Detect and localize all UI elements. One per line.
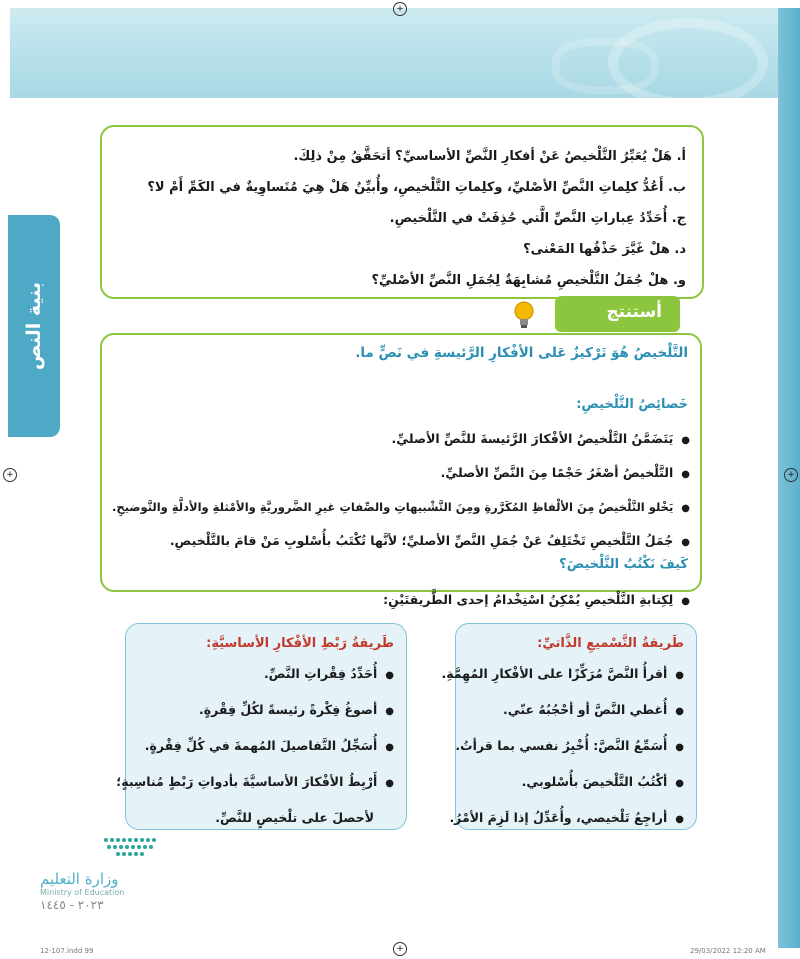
step-item xyxy=(456,729,684,765)
question-item: ج. أُحَدِّدُ عِباراتِ النَّصِّ الَّتي حُذِفَتْ في التَّلْخيصِ. xyxy=(389,211,686,226)
panel-title: طَريقةُ التَّسْميعِ الذَّاتيِّ: xyxy=(537,636,684,651)
summary-definition: التَّلْخيصُ هُوَ تَرْكيزٌ عَلى الأفْكارِ الرَّئيسةِ في نَصٍّ ما. xyxy=(355,345,688,361)
section-side-tab xyxy=(8,215,60,437)
bullet-icon: ● xyxy=(675,706,684,717)
panel-title: طَريقةُ رَبْطِ الأفْكارِ الأساسيَّةِ: xyxy=(206,636,394,651)
question-item: أ. هَلْ يُعَبِّرُ التَّلْخيصُ عَنْ أفكارِ النَّصِّ الأساسيِّ؟ أتحَقَّقُ مِنْ ذلِكَ. xyxy=(293,149,686,164)
self-recitation-panel xyxy=(441,623,697,830)
bullet-icon: ● xyxy=(681,596,690,607)
bullet-icon: ● xyxy=(385,778,394,789)
step-item xyxy=(441,657,684,693)
step-continuation xyxy=(126,801,394,835)
step-text: أقرأُ النَّصَّ مُرَكِّزًا على الأفْكارِ المُهِمَّةِ. xyxy=(441,666,668,681)
step-text: أُغطي النَّصَّ أو أحْجُبُهُ عنّي. xyxy=(503,702,668,717)
bullet-icon: ● xyxy=(675,670,684,681)
conclusion-box xyxy=(100,333,702,592)
print-slug-file: 12-107.indd 99 xyxy=(40,947,94,955)
methods-intro-text: لِكِتابةِ التَّلْخيصِ يُمْكِنُ اسْتِخْدامُ إحدى الطَّريقتَيْنِ: xyxy=(383,592,674,607)
feature-text: جُمَلُ التَّلْخيصِ تَخْتَلِفُ عَنْ جُمَلِ النَّصِّ الأصليِّ؛ لأنَّها تُكْتَبُ بأُسْلوبِ مَنْ قامَ بالتَّلْخيصِ. xyxy=(169,533,674,548)
questions-box xyxy=(100,125,704,299)
feature-text: التَّلْخيصُ أصْغَرُ حَجْمًا مِنَ النَّصِّ الأصليِّ. xyxy=(440,465,674,480)
bullet-icon: ● xyxy=(675,742,684,753)
bullet-icon: ● xyxy=(675,778,684,789)
feature-text: يَتَضَمَّنُ التَّلْخيصُ الأفْكارَ الرَّئيسةَ للنَّصِّ الأصليِّ. xyxy=(391,431,674,446)
feature-item xyxy=(100,423,690,457)
features-list xyxy=(100,423,690,559)
step-text: لأحصلَ على تلْخيصٍ للنَّصِّ. xyxy=(215,810,374,825)
step-item xyxy=(126,693,394,729)
step-text: أَرْبِطُ الأفْكارَ الأساسيَّةَ بأدواتِ رَبْطٍ مُناسِبةٍ؛ xyxy=(116,774,378,789)
bullet-icon: ● xyxy=(385,706,394,717)
ministry-name: وزارة التعليم xyxy=(40,870,119,888)
bullet-icon: ● xyxy=(385,670,394,681)
step-item xyxy=(126,729,394,765)
step-item xyxy=(449,801,684,837)
registration-mark-icon: + xyxy=(784,468,798,482)
section-side-tab-label: بنية النص xyxy=(23,281,45,371)
ministry-logo-icon xyxy=(100,832,162,860)
step-item xyxy=(126,657,394,693)
methods-intro xyxy=(383,592,690,607)
conclude-badge xyxy=(555,296,680,332)
step-text: أُحَدِّدُ فِقْراتِ النَّصِّ. xyxy=(263,666,378,681)
top-banner xyxy=(10,8,778,98)
feature-text: يَخْلو التَّلْخيصُ مِنَ الألْفاظِ المُكَرَّرةِ ومِنَ التَّشْبيهاتِ والصِّفاتِ غيرِ الضَّروريَّةِ والأمْثلةِ والأدلَّةِ والتَّوضيحِ. xyxy=(112,500,674,514)
registration-mark-icon: + xyxy=(393,942,407,956)
bullet-icon: ● xyxy=(385,742,394,753)
bullet-icon: ● xyxy=(681,503,690,514)
question-item: ب. أَعُدُّ كلِماتِ النَّصِّ الأصْليِّ، وكلِماتِ التَّلْخيصِ، وأُبيِّنُ هَلْ هِيَ مُتَساوِيةٌ في الكَمِّ أَمْ لا؟ xyxy=(147,180,686,195)
question-item: د. هلْ غَيَّرَ حَذْفُها المَعْنى؟ xyxy=(523,242,686,257)
question-item: و. هلْ جُمَلُ التَّلْخيصِ مُشابِهَةٌ لِجُمَلِ النَّصِّ الأصْليِّ؟ xyxy=(371,273,686,288)
feature-item xyxy=(100,525,690,559)
ministry-name-english: Ministry of Education xyxy=(40,888,125,897)
step-text: أكْتُبُ التَّلْخيصَ بأُسْلوبي. xyxy=(521,774,668,789)
feature-item xyxy=(100,491,690,525)
print-slug-date: 29/03/2022 12:20 AM xyxy=(690,947,766,955)
banner-decoration xyxy=(552,38,658,94)
howto-heading: كَيفَ نَكْتُبُ التَّلْخيصَ؟ xyxy=(559,557,688,572)
step-item xyxy=(456,765,684,801)
step-item xyxy=(116,765,394,801)
registration-mark-icon: + xyxy=(3,468,17,482)
step-text: أصوغُ فِكْرةً رئيسةً لكُلِّ فِقْرةٍ. xyxy=(199,702,378,717)
step-text: أُسَجِّلُ التَّفاصيلَ المُهمةَ في كُلِّ فِقْرةٍ. xyxy=(144,738,378,753)
bullet-icon: ● xyxy=(681,469,690,480)
features-heading: خَصائِصُ التَّلْخيصِ: xyxy=(576,397,688,412)
registration-mark-icon: + xyxy=(393,2,407,16)
lightbulb-icon xyxy=(513,300,535,330)
feature-item xyxy=(100,457,690,491)
conclude-badge-label: أستنتج xyxy=(606,302,662,322)
bullet-icon: ● xyxy=(675,814,684,825)
step-text: أراجِعُ تَلْخيصي، وأُعَدِّلُ إذا لَزِمَ الأمْرُ. xyxy=(449,810,668,825)
bullet-icon: ● xyxy=(681,537,690,548)
edition-year: ٢٠٢٣ - ١٤٤٥ xyxy=(40,898,104,912)
linking-ideas-panel xyxy=(116,623,407,830)
step-item xyxy=(456,693,684,729)
bullet-icon: ● xyxy=(681,435,690,446)
step-text: أُسَمِّعُ النَّصَّ: أُخْبِرُ نفسي بما قرأتُ. xyxy=(455,738,668,753)
